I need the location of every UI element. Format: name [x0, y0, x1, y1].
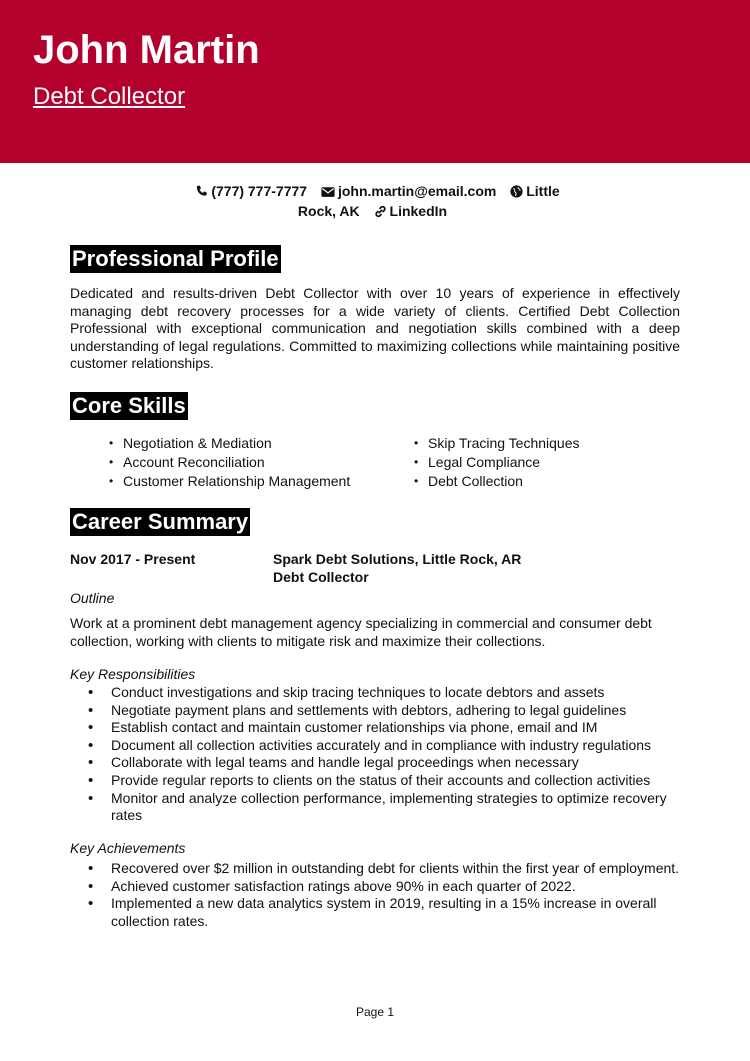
list-item: • Establish contact and maintain customer relationships via phone, email and IM	[70, 719, 680, 737]
skill-item: • Debt Collection	[414, 472, 580, 491]
skills-right-list	[414, 434, 580, 491]
list-item: • Recovered over $2 million in outstanding debt for clients within the first year of employment.	[70, 860, 680, 878]
list-item: • Monitor and analyze collection performance, implementing strategies to optimize recovery rates	[70, 790, 680, 825]
list-item: • Provide regular reports to clients on the status of their accounts and collection activities	[70, 772, 680, 790]
skill-item: • Customer Relationship Management	[109, 472, 350, 491]
list-item: • Collaborate with legal teams and handle legal proceedings when necessary	[70, 754, 680, 772]
contact-linkedin[interactable]	[374, 203, 448, 219]
job-title-link[interactable]: Debt Collector	[33, 83, 186, 110]
skill-item: • Skip Tracing Techniques	[414, 434, 580, 453]
profile-text: Dedicated and results-driven Debt Collector with over 10 years of experience in effectively managing debt recovery processes for a wide variety of clients. Certified Debt Collection Professional with exceptional communication and negotiation skills combined with a deep understanding of legal regulations. Committed to maximizing collections while maintaining positive customer relationships.	[70, 285, 680, 372]
link-icon	[374, 205, 387, 218]
skills-heading: Core Skills	[72, 393, 186, 418]
responsibilities-list	[70, 684, 680, 825]
phone-icon	[195, 185, 208, 198]
page-number: Page 1	[355, 1005, 395, 1019]
list-item: • Implemented a new data analytics system in 2019, resulting in a 15% increase in overall collection rates.	[70, 895, 680, 930]
contact-email[interactable]	[321, 183, 496, 199]
header-banner	[0, 0, 750, 163]
skill-item: • Legal Compliance	[414, 453, 580, 472]
candidate-name: John Martin	[33, 28, 260, 72]
contact-bar	[170, 181, 580, 221]
list-item: • Achieved customer satisfaction ratings above 90% in each quarter of 2022.	[70, 878, 680, 896]
job-role: Debt Collector	[273, 569, 369, 585]
globe-icon	[510, 185, 523, 198]
job-date: Nov 2017 - Present	[70, 551, 196, 567]
skills-left-list	[109, 434, 350, 491]
phone-text: (777) 777-7777	[211, 183, 308, 199]
career-heading: Career Summary	[72, 509, 249, 534]
location-text: Little Rock, AK	[297, 183, 560, 219]
achievements-list	[70, 860, 680, 930]
skill-item: • Account Reconciliation	[109, 453, 350, 472]
list-item: • Negotiate payment plans and settlements with debtors, adhering to legal guidelines	[70, 702, 680, 720]
responsibilities-label: Key Responsibilities	[70, 666, 196, 682]
list-item: • Conduct investigations and skip tracing techniques to locate debtors and assets	[70, 684, 680, 702]
profile-heading: Professional Profile	[72, 246, 279, 271]
email-text: john.martin@email.com	[337, 183, 497, 199]
outline-text: Work at a prominent debt management agency specializing in commercial and consumer debt collection, working with clients to mitigate risk and maximize their collections.	[70, 615, 652, 649]
linkedin-text: LinkedIn	[389, 203, 448, 219]
envelope-icon	[321, 186, 335, 198]
job-company: Spark Debt Solutions, Little Rock, AR	[273, 551, 522, 567]
contact-phone[interactable]	[195, 183, 307, 199]
list-item: • Document all collection activities accurately and in compliance with industry regulations	[70, 737, 680, 755]
outline-label: Outline	[70, 590, 115, 606]
skill-item: • Negotiation & Mediation	[109, 434, 350, 453]
achievements-label: Key Achievements	[70, 840, 186, 856]
